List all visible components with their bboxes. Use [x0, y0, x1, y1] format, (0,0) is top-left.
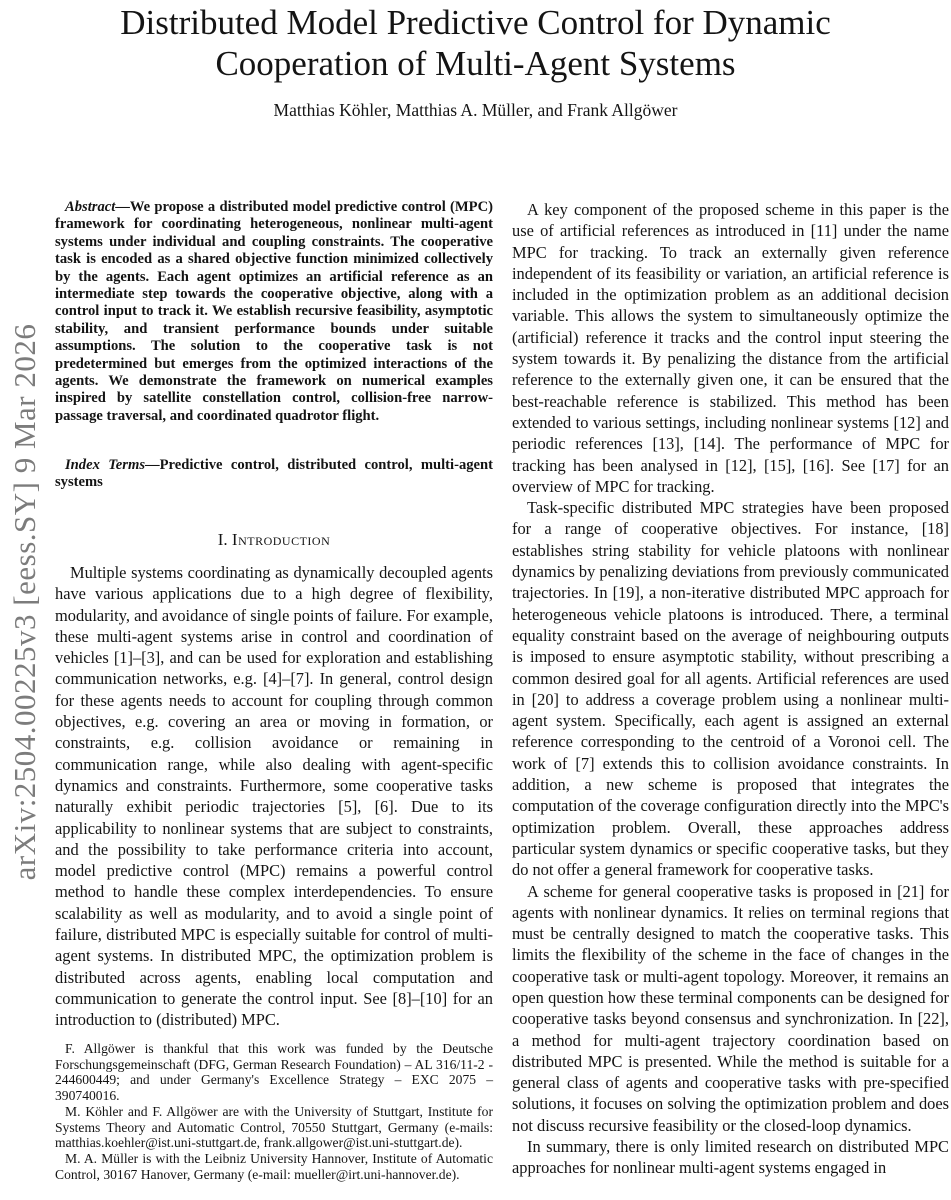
arxiv-watermark: arXiv:2504.00225v3 [eess.SY] 9 Mar 2026	[7, 323, 42, 881]
paper-title-line-1: Distributed Model Predictive Control for Dynamic	[120, 3, 831, 42]
paper-title	[0, 2, 951, 84]
section-1-number: I.	[217, 530, 228, 549]
paper-authors: Matthias Köhler, Matthias A. Müller, and Frank Allgöwer	[273, 100, 678, 120]
index-terms-label: Index Terms	[65, 457, 145, 473]
right-column-paragraph-3: A scheme for general cooperative tasks is proposed in [21] for agents with nonlinear dynamics. It relies on terminal regions that must be centrally designed to match the cooperative tasks. This limits the flexibility of the scheme in the face of changes in the cooperative task or multi-agent topology. Moreover, it remains an open question how these terminal components can be designed for cooperative tasks beyond consensus and synchronization. In [22], a method for multi-agent trajectory coordination based on distributed MPC is presented. While the method is suitable for a general class of agents and cooperative tasks with pre-specified solutions, it focuses on solving the optimization problem and does not discuss recursive feasibility or the closed-loop dynamics.	[512, 881, 949, 1135]
footnote-funding: F. Allgöwer is thankful that this work was funded by the Deutsche Forschungsgemeinschaft (DFG, German Research Foundation) – AL 316/11-2 - 244600449; and under Germany's Excellence Strategy – EXC 2075 – 390740016.	[55, 1041, 493, 1104]
abstract-paragraph	[55, 199, 493, 425]
left-column	[55, 199, 493, 1044]
section-1-title: Introduction	[231, 530, 331, 549]
abstract-label: Abstract	[65, 199, 116, 215]
index-terms-paragraph	[55, 457, 493, 492]
right-column-paragraph-1: A key component of the proposed scheme in this paper is the use of artificial references as introduced in [11] under the name MPC for tracking. To track an externally given reference independent of its feasibility or variation, an artificial reference is included in the optimization problem as an additional decision variable. This allows the system to simultaneously optimize the (artificial) reference it tracks and the control input steering the system towards it. By penalizing the distance from the artificial reference to the externally given one, it can be ensured that the best-reachable reference is stabilized. This method has been extended to various settings, including nonlinear systems [12] and periodic references [13], [14]. The performance of MPC for tracking has been analysed in [12], [15], [16]. See [17] for an overview of MPC for tracking.	[512, 200, 949, 496]
introduction-paragraph: Multiple systems coordinating as dynamically decoupled agents have various applications due to a high degree of flexibility, modularity, and avoidance of single points of failure. For example, these multi-agent systems arise in control and coordination of vehicles [1]–[3], and can be used for exploration and establishing communication networks, e.g. [4]–[7]. In general, control design for these agents needs to account for coupling through common objectives, e.g. covering an area or moving in formation, or constraints, e.g. collision avoidance or remaining in communication range, while also dealing with agent-specific dynamics and constraints. Furthermore, some cooperative tasks naturally exhibit periodic trajectories [5], [6]. Due to its applicability to nonlinear systems that are subject to constraints, and the possibility to take performance criteria into account, model predictive control (MPC) remains a powerful control method to handle these complex interdependencies. To ensure scalability as well as modularity, and to avoid a single point of failure, distributed MPC is especially suitable for control of multi-agent systems. In distributed MPC, the optimization problem is distributed across agents, enabling local computation and communication to generate the control input. See [8]–[10] for an introduction to (distributed) MPC.	[55, 563, 493, 1030]
right-column-paragraph-2: Task-specific distributed MPC strategies have been proposed for a range of cooperative objectives. For instance, [18] establishes string stability for vehicle platoons with nonlinear dynamics by penalizing deviations from previously communicated trajectories. In [19], a non-iterative distributed MPC approach for heterogeneous vehicle platoons is introduced. There, a terminal equality constraint based on the average of neighbouring outputs is imposed to ensure asymptotic stability, without prescribing a common desired goal for all agents. Artificial references are used in [20] to address a coverage problem using a nonlinear multi-agent system. Specifically, each agent is assigned an external reference corresponding to the centroid of a Voronoi cell. The work of [7] extends this to collision avoidance constraints. In addition, a new scheme is proposed that integrates the computation of the coverage configuration directly into the MPC's optimization problem. Overall, these approaches address particular system dynamics or specific cooperative tasks, but they do not offer a general framework for cooperative tasks.	[512, 498, 949, 880]
footnote-affiliation-hannover: M. A. Müller is with the Leibniz University Hannover, Institute of Automatic Control, 30167 Hanover, Germany (e-mail: mueller@irt.uni-hannover.de).	[55, 1150, 493, 1182]
footnote-affiliation-stuttgart: M. Köhler and F. Allgöwer are with the University of Stuttgart, Institute for Systems Theory and Automatic Control, 70550 Stuttgart, Germany (e-mails: matthias.koehler@ist.uni-stuttgart.de, frank.allgower@ist.uni-stuttgart.de).	[55, 1103, 493, 1151]
right-column-paragraph-4: In summary, there is only limited research on distributed MPC approaches for nonlinear multi-agent systems engaged in	[512, 1137, 949, 1178]
index-terms-text: —Predictive control, distributed control, multi-agent systems	[55, 457, 493, 491]
footnotes-block	[55, 1041, 493, 1182]
introduction-text-block	[55, 562, 493, 1031]
section-1-heading	[55, 530, 493, 550]
abstract-text: —We propose a distributed model predictive control (MPC) framework for coordinating heterogeneous, nonlinear multi-agent systems under individual and coupling constraints. The cooperative task is encoded as a shared objective function minimized collectively by the agents. Each agent optimizes an artificial reference as an intermediate step towards the cooperative objective, along with a control input to track it. We establish recursive feasibility, asymptotic stability, and transient performance bounds under suitable assumptions. The solution to the cooperative task is not predetermined but emerges from the optimized interactions of the agents. We demonstrate the framework on numerical examples inspired by satellite constellation control, collision-free narrow-passage traversal, and coordinated quadrotor flight.	[55, 199, 493, 424]
paper-title-line-2: Cooperation of Multi-Agent Systems	[215, 44, 736, 83]
right-column	[512, 199, 949, 1200]
